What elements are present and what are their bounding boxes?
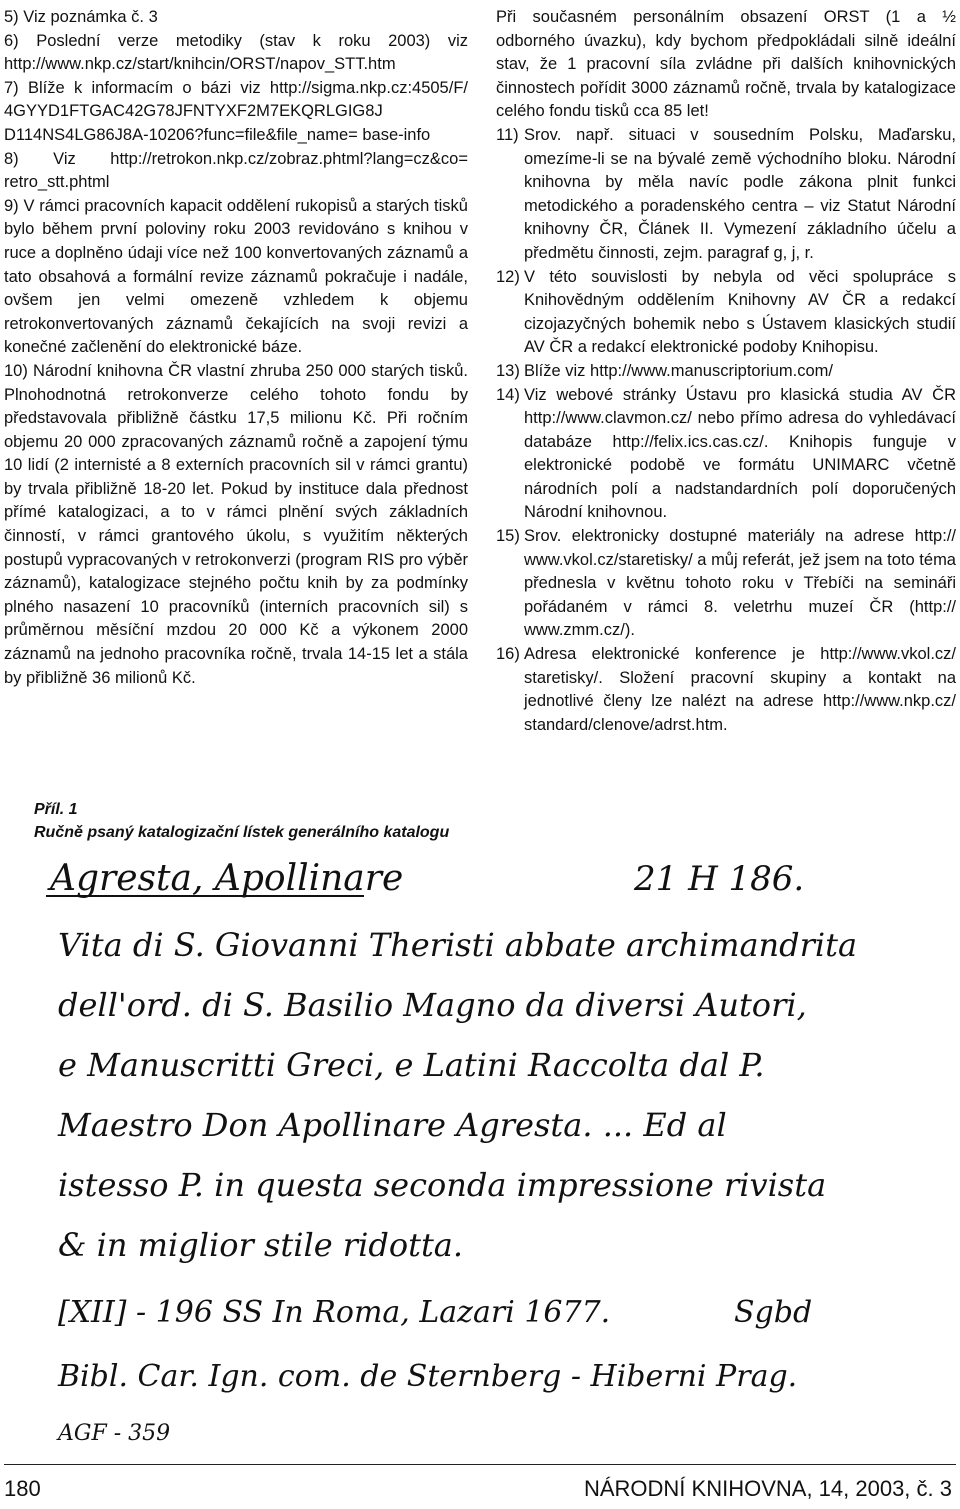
card-heading: Agresta, Apollinare xyxy=(50,858,404,899)
note-text: Srov. elektronicky dostupné materiály na adrese http:// www.vkol.cz/staretisky/ a můj referát, jež jsem na toto téma přednesla v květnu tohoto roku v Třebíči na semináři pořádaném v rámci 8. veletrhu muzeí ČR (http:// www.zmm.cz/). xyxy=(524,527,956,640)
catalog-card-image xyxy=(34,850,934,1450)
journal-citation: NÁRODNÍ KNIHOVNA, 14, 2003, č. 3 xyxy=(583,1476,952,1501)
note-14: 14) Viz webové stránky Ústavu pro klasická studia AV ČR http://www.clavmon.cz/ nebo přímo adresa do vyhledávací databáze http://felix.ics.cas.cz/. Knihopis funguje v elektronické podobě ve formátu UNIMARC včetně národních polí a nadstandardních polí doporučených Národní knihovnou. xyxy=(496,385,956,522)
note-text: Viz http://retrokon.nkp.cz/zobraz.phtml?lang=cz&co= retro_stt.phtml xyxy=(4,149,468,192)
note-text: V této souvislosti by nebyla od věci spolupráce s Knihovědným oddělením Knihovny AV ČR a redakcí cizojazyčných bohemik nebo s Ústavem klasických studií AV ČR a redakcí elektronické podoby Knihopisu. xyxy=(524,267,956,357)
card-title-line-1: Vita di S. Giovanni Theristi abbate archimandrita xyxy=(58,926,858,964)
note-7: 7) Blíže k informacím o bázi viz http://sigma.nkp.cz:4505/F/ 4GYYD1FTGAC42G78JFNTYXF2M7EKQRLGIG8J D114NS4LG86J8A-10206?func=file&file_name= base-info xyxy=(4,78,468,144)
note-16: 16) Adresa elektronické konference je http://www.vkol.cz/ staretisky/. Složení pracovní skupiny a kontakt na jednotlivé členy lze nalézt na adrese http://www.nkp.cz/ standard/clenove/adrst.htm. xyxy=(496,645,956,734)
note-text: Poslední verze metodiky (stav k roku 2003) viz http://www.nkp.cz/start/knihcin/ORST/napov_STT.htm xyxy=(4,31,468,74)
note-8: 8) Viz http://retrokon.nkp.cz/zobraz.phtml?lang=cz&co= retro_stt.phtml xyxy=(4,149,468,192)
note-text: Adresa elektronické konference je http://www.vkol.cz/ staretisky/. Složení pracovní skupiny a kontakt na jednotlivé členy lze nalézt na adrese http://www.nkp.cz/ standard/clenove/adrst.htm. xyxy=(524,645,956,734)
card-provenance: Bibl. Car. Ign. com. de Sternberg - Hiberni Prag. xyxy=(58,1359,798,1394)
card-title-line-3: e Manuscritti Greci, e Latini Raccolta dal P. xyxy=(58,1046,765,1084)
note-5: 5) Viz poznámka č. 3 xyxy=(4,8,158,26)
note-9: 9) V rámci pracovních kapacit oddělení rukopisů a starých tisků bylo během první poloviny roku 2003 revidováno s knihou v ruce a doplněno údaji více než 100 konvertovaných záznamů a tato obsahová a formální revize záznamů pokračuje i nadále, ovšem jen velmi omezeně vzhledem k objemu retrokonvertovaných záznamů čekajících na svoji revizi a konečné začlenění do elektronické báze. xyxy=(4,196,468,357)
card-title-line-4: Maestro Don Apollinare Agresta. ... Ed al xyxy=(58,1106,727,1144)
figure-title: Ručně psaný katalogizační lístek generálního katalogu xyxy=(34,824,450,841)
note-text: Viz poznámka č. 3 xyxy=(23,8,158,26)
note-10-continued: Při současném personálním obsazení ORST (1 a ½ odborného úvazku), kdy bychom předpokládali silně ideální stav, že 1 pracovní síla zvládne při dalších knihovnických činnostech pořídit 3000 záznamů ročně, trvala by katalogizace celého fondu tisků cca 85 let! xyxy=(496,8,956,121)
card-binding-note: Sgbd xyxy=(734,1295,813,1330)
card-title-line-2: dell'ord. di S. Basilio Magno da diversi Autori, xyxy=(58,986,807,1024)
handwritten-catalog-card xyxy=(34,850,934,1450)
card-title-line-5: istesso P. in questa seconda impressione rivista xyxy=(58,1166,827,1204)
note-text: V rámci pracovních kapacit oddělení rukopisů a starých tisků bylo během první poloviny roku 2003 revidováno s knihou v ruce a doplněno údaji více než 100 konvertovaných záznamů a tato obsahová a formální revize záznamů pokračuje i nadále, ovšem jen velmi omezeně vzhledem k objemu retrokonvertovaných záznamů čekajících na svoji revizi a konečné začlenění do elektronické báze. xyxy=(4,196,468,357)
note-11: 11) Srov. např. situaci v sousedním Polsku, Maďarsku, omezíme-li se na bývalé země východního bloku. Národní knihovna by měla navíc podle zákona plnit funkci metodického a poradenského centra – viz Statut Národní knihovny ČR, Článek II. Vymezení základního účelu a předmětu činnosti, zejm. paragraf g, j, r. xyxy=(496,125,956,262)
card-title-line-6: & in miglior stile ridotta. xyxy=(58,1226,464,1264)
note-15: 15) Srov. elektronicky dostupné materiály na adrese http:// www.vkol.cz/staretisky/ a můj referát, jež jsem na toto téma přednesla v květnu tohoto roku v Třebíči na semináři pořádaném v rámci 8. veletrhu muzeí ČR (http:// www.zmm.cz/). xyxy=(496,527,956,640)
note-6: 6) Poslední verze metodiky (stav k roku 2003) viz http://www.nkp.cz/start/knihcin/ORST/napov_STT.htm xyxy=(4,31,468,74)
page-number: 180 xyxy=(4,1476,41,1501)
note-13: 13) Blíže viz http://www.manuscriptorium.com/ xyxy=(496,361,834,380)
note-12: 12) V této souvislosti by nebyla od věci spolupráce s Knihovědným oddělením Knihovny AV ČR a redakcí cizojazyčných bohemik nebo s Ústavem klasických studií AV ČR a redakcí elektronické podoby Knihopisu. xyxy=(496,267,956,357)
left-column xyxy=(4,6,468,690)
figure-caption xyxy=(34,798,634,844)
note-text: Národní knihovna ČR vlastní zhruba 250 000 starých tisků. Plnohodnotná retrokonverze celého tohoto fondu by představovala přibližně částku 17,5 milionu Kč. Při ročním objemu 20 000 zpracovaných záznamů ročně a zapojení týmu 10 lidí (2 internisté a 8 externích pracovních sil v rámci grantu) by trvala přibližně 18-20 let. Pokud by instituce dala přednost přímé katalogizaci, a to v rámci plnění svých základních činností, v rámci grantového úkolu, s využitím některých postupů vypracovaných v retrokonverzi (program RIS pro výběr záznamů), katalogizace stejného počtu knih by za podmínky plného nasazení 10 pracovníků (interních pracovních sil) s průměrnou měsíční mzdou 20 000 Kč a výkonem 2000 záznamů na jednoho pracovníka ročně, trvala 14-15 let a stála by přibližně 36 milionů Kč. xyxy=(4,361,468,687)
note-text: Viz webové stránky Ústavu pro klasická studia AV ČR http://www.clavmon.cz/ nebo přímo adresa do vyhledávací databáze http://felix.ics.cas.cz/. Knihopis funguje v elektronické podobě ve formátu UNIMARC včetně národních polí a nadstandardních polí doporučených Národní knihovnou. xyxy=(524,385,956,522)
note-text: Blíže k informacím o bázi viz http://sigma.nkp.cz:4505/F/ 4GYYD1FTGAC42G78JFNTYXF2M7EKQRLGIG8J D114NS4LG86J8A-10206?func=file&file_name= base-info xyxy=(4,78,468,144)
right-column xyxy=(496,6,956,737)
note-text: Srov. např. situaci v sousedním Polsku, Maďarsku, omezíme-li se na bývalé země východního bloku. Národní knihovna by měla navíc podle zákona plnit funkci metodického a poradenského centra – viz Statut Národní knihovny ČR, Článek II. Vymezení základního účelu a předmětu činnosti, zejm. paragraf g, j, r. xyxy=(524,125,956,262)
card-shelfmark: 21 H 186. xyxy=(634,859,805,899)
note-10: 10) Národní knihovna ČR vlastní zhruba 250 000 starých tisků. Plnohodnotná retrokonverze celého tohoto fondu by představovala přibližně částku 17,5 milionu Kč. Při ročním objemu 20 000 zpracovaných záznamů ročně a zapojení týmu 10 lidí (2 internisté a 8 externích pracovních sil v rámci grantu) by trvala přibližně 18-20 let. Pokud by instituce dala přednost přímé katalogizaci, a to v rámci plnění svých základních činností, v rámci grantového úkolu, s využitím některých postupů vypracovaných v retrokonverzi (program RIS pro výběr záznamů), katalogizace stejného počtu knih by za podmínky plného nasazení 10 pracovníků (interních pracovních sil) s průměrnou měsíční mzdou 20 000 Kč a výkonem 2000 záznamů na jednoho pracovníka ročně, trvala 14-15 let a stála by přibližně 36 milionů Kč. xyxy=(4,361,468,687)
figure-label: Příl. 1 xyxy=(34,801,78,818)
footer-divider xyxy=(4,1464,956,1465)
card-stamp: AGF - 359 xyxy=(58,1421,171,1446)
card-imprint: [XII] - 196 SS In Roma, Lazari 1677. xyxy=(58,1295,611,1330)
note-text: Blíže viz http://www.manuscriptorium.com/ xyxy=(524,361,834,380)
